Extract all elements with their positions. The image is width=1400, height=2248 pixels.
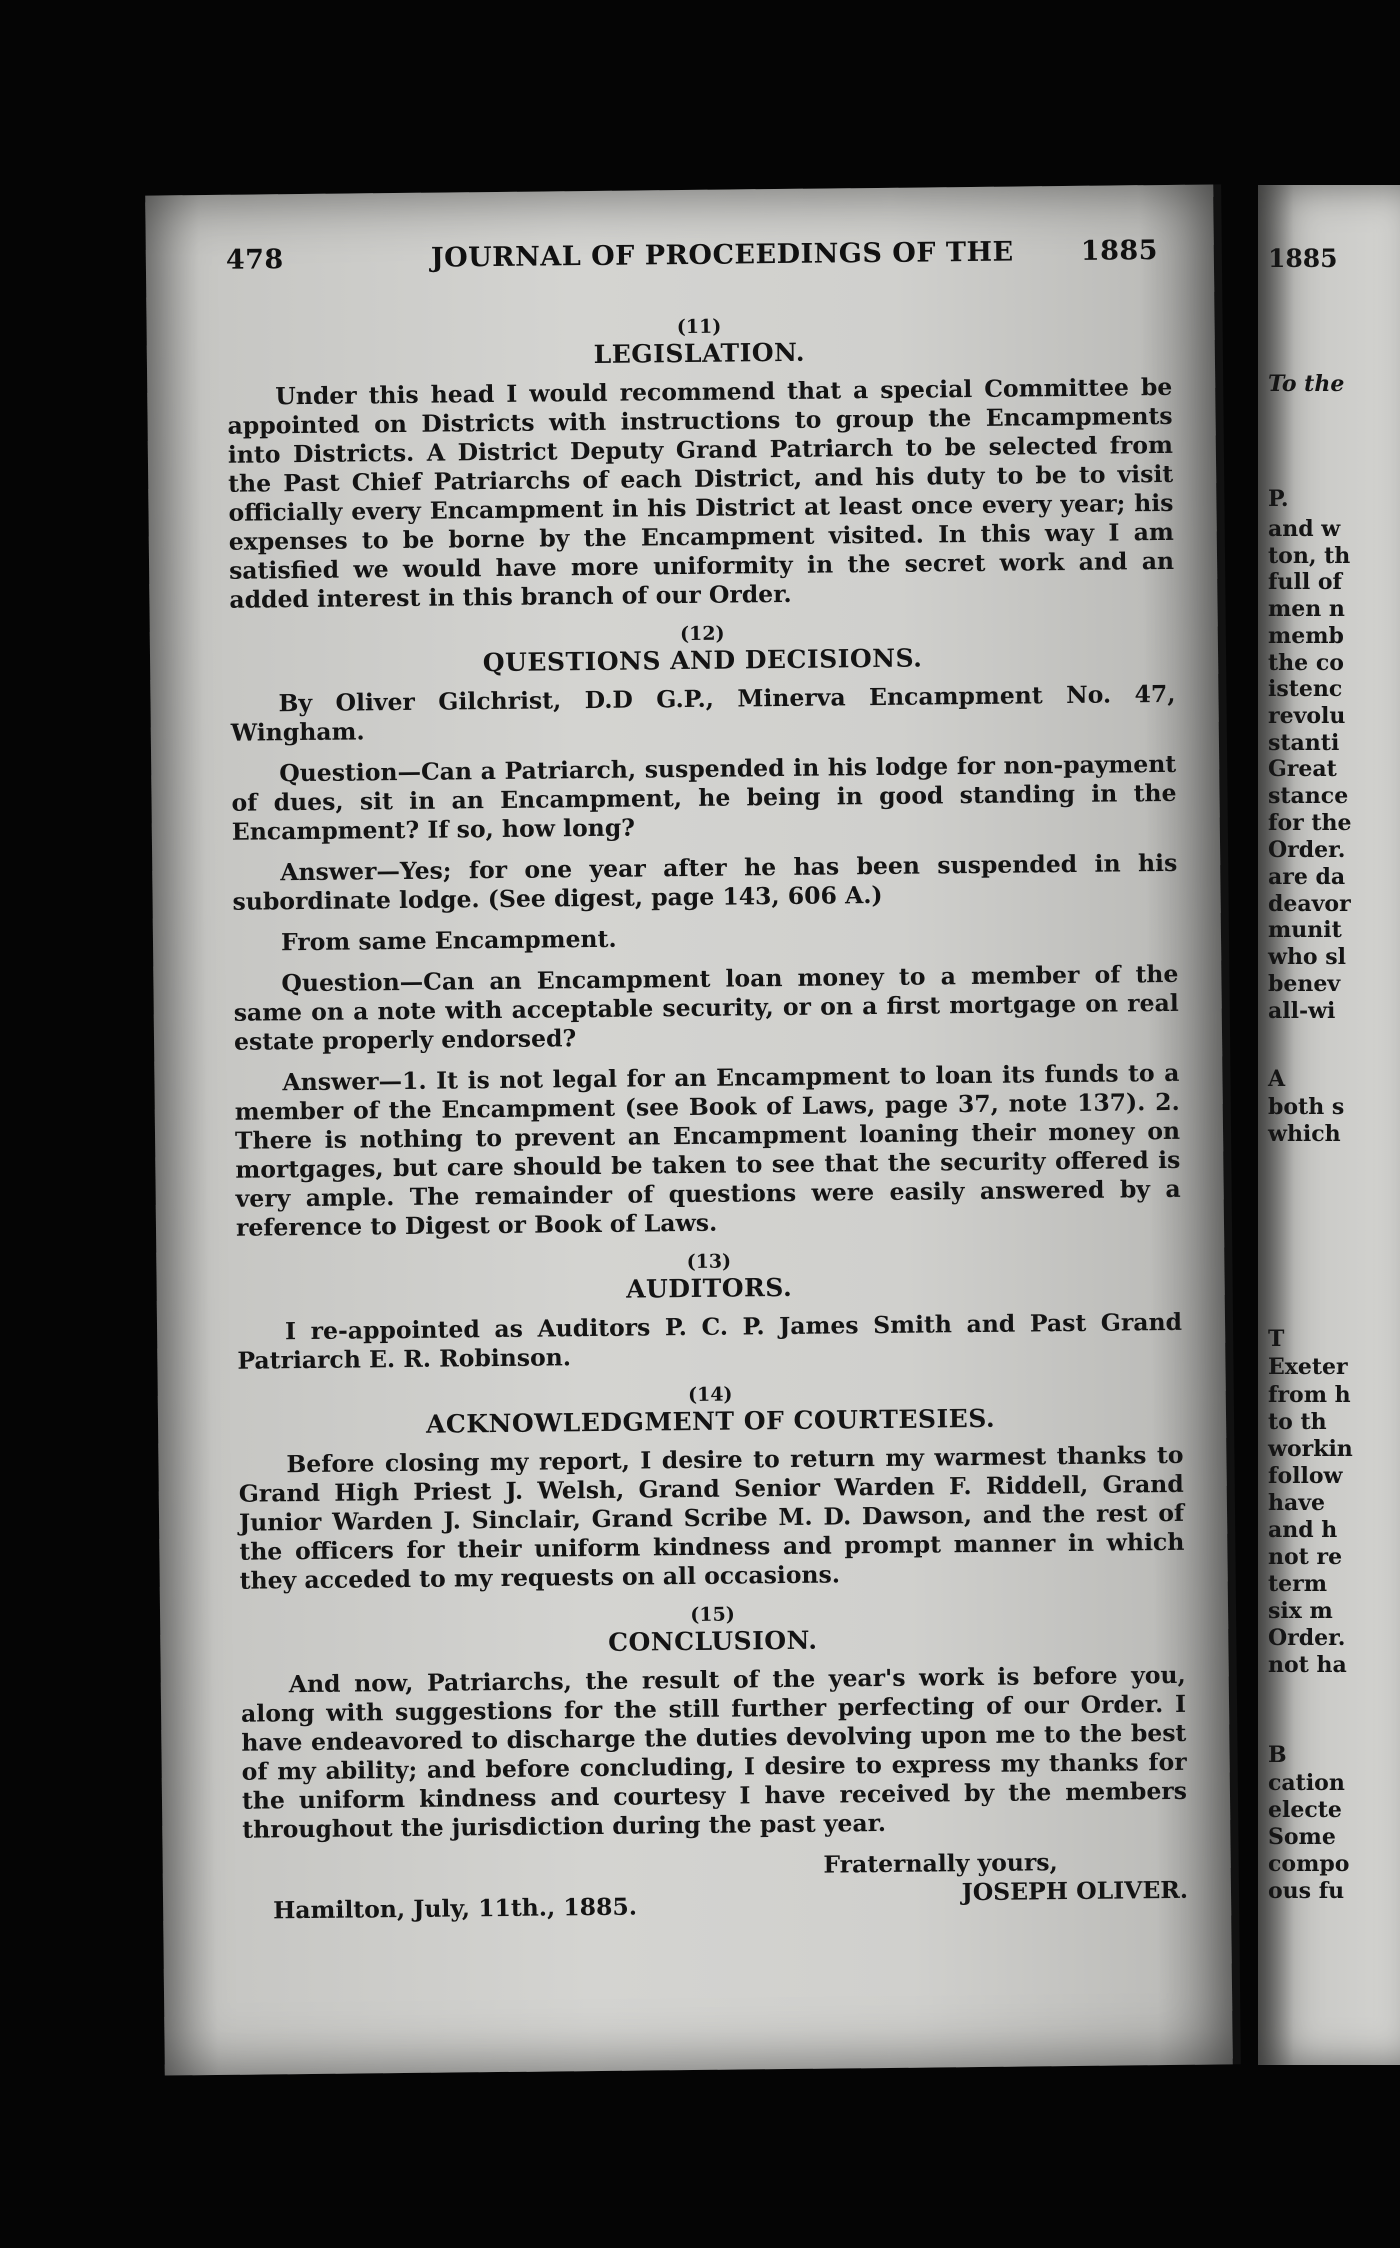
right-page-line: not re [1268, 1544, 1343, 1570]
paragraph: From same Encampment. [280, 924, 617, 957]
paragraph: Question—Can a Patriarch, suspended in his lodge for non-payment of dues, sit in an Encampment, he being in good standing in the Encampment? If so, how long? [231, 749, 1177, 846]
right-page-line: memb [1268, 623, 1344, 649]
right-page-line: six m [1268, 1598, 1333, 1624]
right-page-line: from h [1268, 1382, 1351, 1408]
section-heading: QUESTIONS AND DECISIONS. [482, 643, 923, 678]
page-body [226, 300, 1188, 1926]
right-page-line: who sl [1268, 944, 1347, 970]
section-conclusion [240, 1598, 1187, 1845]
right-page-line: Order. [1268, 1625, 1346, 1651]
right-page-line: full of [1268, 569, 1342, 595]
section-acknowledgment [238, 1378, 1185, 1596]
paragraph: And now, Patriarchs, the result of the year's work is before you, along with suggestions for the still further perfecting of our Order. I have endeavored to discharge the duties devolving upon me to the best of my ability; and before concluding, I desire to express my thanks for the uniform kindness and courtesy I have received by the members throughout the jurisdiction during the past year. [240, 1660, 1188, 1844]
right-page-line: deavor [1268, 891, 1351, 917]
section-number: (11) [676, 315, 722, 339]
right-page-line: Great [1268, 756, 1337, 782]
right-page-line: not ha [1268, 1652, 1347, 1678]
right-page-fragment [1258, 185, 1400, 2065]
right-page-line: and w [1268, 516, 1341, 542]
right-page-line: T [1268, 1326, 1285, 1352]
right-page-line: men n [1268, 596, 1345, 622]
section-number: (13) [686, 1250, 732, 1274]
place-date: Hamilton, July, 11th., 1885. [273, 1892, 638, 1925]
right-page-line: the co [1268, 650, 1344, 676]
paragraph: Answer—1. It is not legal for an Encampment to loan its funds to a member of the Encampment (see Book of Laws, page 37, note 137). 2. There is nothing to prevent an Encampment loaning their money on mortgages, but care should be taken to see that the security offered is very ample. The remainder of questions were easily answered by a reference to Digest or Book of Laws. [234, 1058, 1181, 1242]
right-page-line: revolu [1268, 703, 1346, 729]
paragraph: Answer—Yes; for one year after he has been suspended in his subordinate lodge. (See digest, page 143, 606 A.) [232, 848, 1178, 916]
right-page-line: cation [1268, 1770, 1345, 1796]
section-number: (12) [679, 622, 725, 646]
salutation: Fraternally yours, [823, 1848, 1058, 1879]
right-page-line: to th [1268, 1409, 1327, 1435]
right-page-line: Some [1268, 1824, 1336, 1850]
right-page-line: for the [1268, 810, 1352, 836]
right-page-line: term [1268, 1571, 1328, 1597]
right-page-line: have [1268, 1490, 1326, 1516]
signature-block [243, 1847, 1189, 1926]
signature: JOSEPH OLIVER. [961, 1875, 1189, 1907]
right-page-line: ous fu [1268, 1878, 1345, 1904]
right-page-line: Order. [1268, 837, 1346, 863]
right-page-line: both s [1268, 1094, 1345, 1120]
section-heading: AUDITORS. [625, 1272, 793, 1304]
paragraph: Question—Can an Encampment loan money to a member of the same on a note with acceptable security, or on a first mortgage on real estate properly endorsed? [233, 959, 1179, 1056]
right-page-line: stance [1268, 783, 1349, 809]
right-page-line: A [1268, 1066, 1286, 1092]
paragraph: Under this head I would recommend that a special Committee be appointed on Districts with instructions to group the Encampments into Districts. A District Deputy Grand Patriarch to be selected from the Past Chief Patriarchs of each District, and his duty to be to visit officially every Encampment in his District at least once every year; his expenses to be borne by the Encampment visited. In this way I am satisfied we would have more uniformity in the secret work and an added interest in this branch of our Order. [227, 372, 1175, 614]
right-page-line: all-wi [1268, 998, 1336, 1024]
page-number: 478 [225, 244, 284, 276]
right-page-line: Exeter [1268, 1354, 1348, 1380]
left-page [145, 184, 1233, 2075]
section-heading: ACKNOWLEDGMENT OF COURTESIES. [425, 1403, 996, 1439]
section-heading: LEGISLATION. [593, 337, 806, 369]
right-page-line: electe [1268, 1797, 1342, 1823]
section-questions-decisions [230, 617, 1181, 1243]
right-page-line: B [1268, 1742, 1287, 1768]
right-page-line: P. [1268, 486, 1289, 512]
right-page-line: which [1268, 1121, 1341, 1147]
right-page-line: stanti [1268, 730, 1340, 756]
section-auditors [236, 1245, 1182, 1376]
section-heading: CONCLUSION. [607, 1625, 818, 1657]
right-page-line: ton, th [1268, 543, 1351, 569]
right-page-line: and h [1268, 1517, 1338, 1543]
right-page-line: benev [1268, 971, 1341, 997]
running-header [146, 234, 1214, 285]
paragraph: I re-appointed as Auditors P. C. P. James Smith and Past Grand Patriarch E. R. Robinson. [237, 1307, 1183, 1375]
right-page-line: are da [1268, 864, 1346, 890]
right-page-line: munit [1268, 917, 1342, 943]
running-title: JOURNAL OF PROCEEDINGS OF THE [430, 236, 1014, 274]
paragraph: By Oliver Gilchrist, D.D G.P., Minerva Encampment No. 47, Wingham. [230, 679, 1176, 747]
right-page-line: workin [1268, 1436, 1353, 1462]
section-legislation [226, 310, 1174, 615]
right-page-line: compo [1268, 1851, 1350, 1877]
right-page-line: follow [1268, 1463, 1343, 1489]
right-page-year: 1885 [1268, 244, 1338, 273]
right-page-line: To the [1268, 371, 1345, 397]
section-number: (14) [687, 1383, 733, 1407]
header-year: 1885 [1080, 235, 1159, 267]
right-page-line: istenc [1268, 676, 1343, 702]
paragraph: Before closing my report, I desire to return my warmest thanks to Grand High Priest J. Welsh, Grand Senior Warden F. Riddell, Grand Junior Warden J. Sinclair, Grand Scribe M. D. Dawson, and the rest of the officers for their uniform kindness and prompt manner in which they acceded to my requests on all occasions. [238, 1440, 1185, 1595]
section-number: (15) [690, 1603, 735, 1627]
signoff [823, 1847, 1188, 1920]
